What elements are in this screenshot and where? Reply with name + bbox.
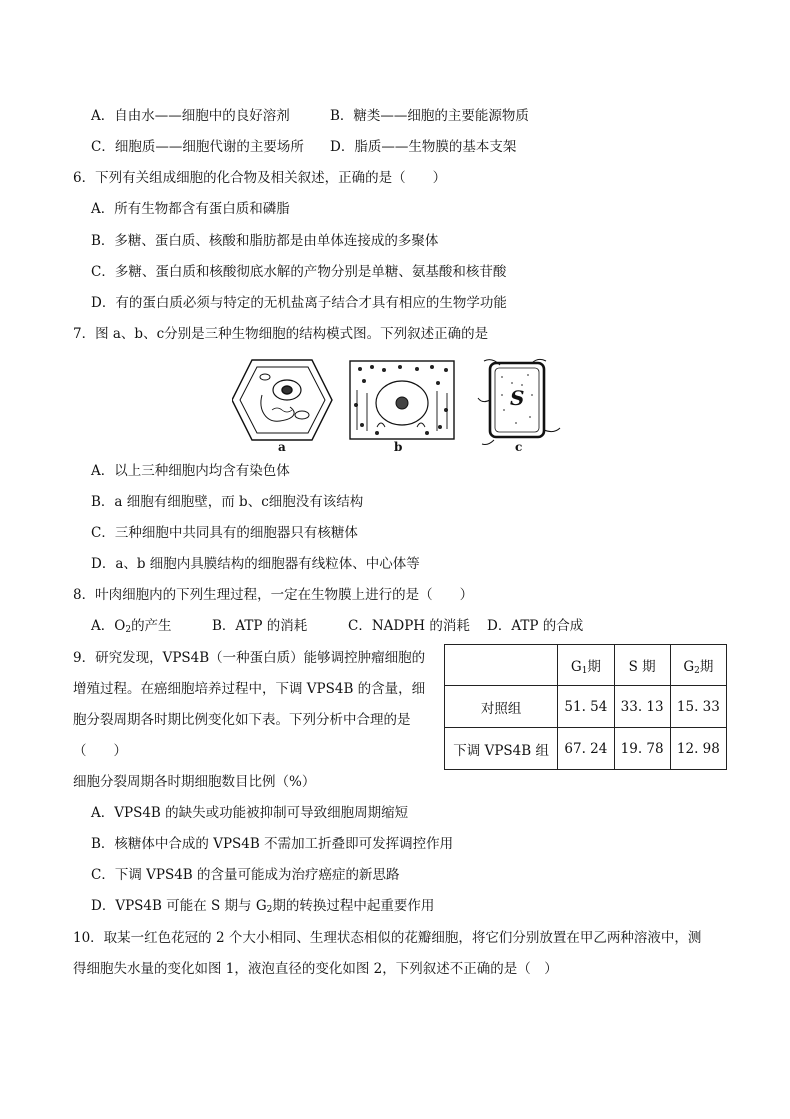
table-row — [445, 728, 727, 770]
q8-option-d: D．ATP 的合成 — [487, 618, 584, 634]
q9-stem-line3: 胞分裂周期各时期比例变化如下表。下列分析中合理的是 — [73, 712, 411, 728]
q9-option-b: B．核糖体中合成的 VPS4B 不需加工折叠即可发挥调控作用 — [91, 836, 454, 852]
q7-option-b: B．a 细胞有细胞壁，而 b、c细胞没有该结构 — [91, 494, 364, 510]
q9-option-a: A．VPS4B 的缺失或功能被抑制可导致细胞周期缩短 — [91, 805, 409, 821]
q9-table-caption: 细胞分裂周期各时期细胞数目比例（%） — [73, 774, 316, 790]
figure-label-b: b — [394, 440, 403, 454]
q7-option-a: A．以上三种细胞内均含有染色体 — [91, 463, 290, 479]
q9-option-c: C．下调 VPS4B 的含量可能成为治疗癌症的新思路 — [91, 867, 400, 883]
q9-option-d: D．VPS4B 可能在 S 期与 $G_2$期的转换过程中起重要作用 — [91, 898, 435, 915]
cell-s: 19. 78 — [614, 728, 670, 770]
cell-cycle-table — [444, 644, 727, 770]
q5-option-d: D．脂质——生物膜的基本支架 — [330, 139, 517, 155]
cell-s: 33. 13 — [614, 686, 670, 728]
q6-option-d: D．有的蛋白质必须与特定的无机盐离子结合才具有相应的生物学功能 — [91, 295, 507, 311]
animal-cell-diagram — [350, 361, 454, 439]
q5-option-b: B．糖类——细胞的主要能源物质 — [330, 108, 529, 124]
q9-stem-line4: （ ） — [73, 743, 127, 759]
table-header-row — [445, 645, 727, 686]
q8-option-b: B．ATP 的消耗 — [212, 618, 308, 634]
q6-option-b: B．多糖、蛋白质、核酸和脂肪都是由单体连接成的多聚体 — [91, 233, 439, 249]
figure-label-a: a — [278, 440, 286, 454]
q8-option-c: C．NADPH 的消耗 — [348, 618, 470, 634]
q5-option-a: A．自由水——细胞中的良好溶剂 — [91, 108, 290, 124]
row-label-knockdown: 下调 VPS4B 组 — [445, 728, 558, 770]
cell-g1: 67. 24 — [558, 728, 614, 770]
q10-stem-line1: 10．取某一红色花冠的 2 个大小相同、生理状态相似的花瓣细胞，将它们分别放置在甲乙两种溶液中，测 — [73, 930, 702, 946]
cell-g1: 51. 54 — [558, 686, 614, 728]
q8-stem: 8．叶肉细胞内的下列生理过程，一定在生物膜上进行的是（ ） — [73, 587, 474, 603]
table-row — [445, 686, 727, 728]
q9-stem-line1: 9．研究发现，VPS4B（一种蛋白质）能够调控肿瘤细胞的 — [73, 650, 426, 666]
q10-stem-line2: 得细胞失水量的变化如图 1，液泡直径的变化如图 2，下列叙述不正确的是（ ） — [73, 961, 558, 977]
cell-g2: 15. 33 — [670, 686, 726, 728]
plant-cell-diagram — [232, 360, 332, 440]
row-label-control: 对照组 — [445, 686, 558, 728]
cell-g2: 12. 98 — [670, 728, 726, 770]
q5-option-c: C．细胞质——细胞代谢的主要场所 — [91, 139, 304, 155]
q7-option-c: C．三种细胞中共同具有的细胞器只有核糖体 — [91, 525, 358, 541]
table-header-blank — [445, 645, 558, 686]
q8-option-a: A．$O_2$的产生 — [91, 618, 172, 635]
q6-stem: 6．下列有关组成细胞的化合物及相关叙述，正确的是（ ） — [73, 170, 447, 186]
q7-stem: 7．图 a、b、c分别是三种生物细胞的结构模式图。下列叙述正确的是 — [73, 326, 489, 342]
q6-option-a: A．所有生物都含有蛋白质和磷脂 — [91, 201, 290, 217]
q9-stem-line2: 增殖过程。在癌细胞培养过程中，下调 VPS4B 的含量，细 — [73, 681, 426, 697]
table-header-g1: $G_1$期 — [558, 645, 614, 686]
table-header-s: S 期 — [614, 645, 670, 686]
table-header-g2: $G_2$期 — [670, 645, 726, 686]
q6-option-c: C．多糖、蛋白质和核酸彻底水解的产物分别是单糖、氨基酸和核苷酸 — [91, 264, 507, 280]
figure-label-c: c — [515, 440, 523, 454]
q7-option-d: D．a、b 细胞内具膜结构的细胞器有线粒体、中心体等 — [91, 556, 420, 572]
bacterium-nucleoid-letter: S — [510, 386, 525, 410]
